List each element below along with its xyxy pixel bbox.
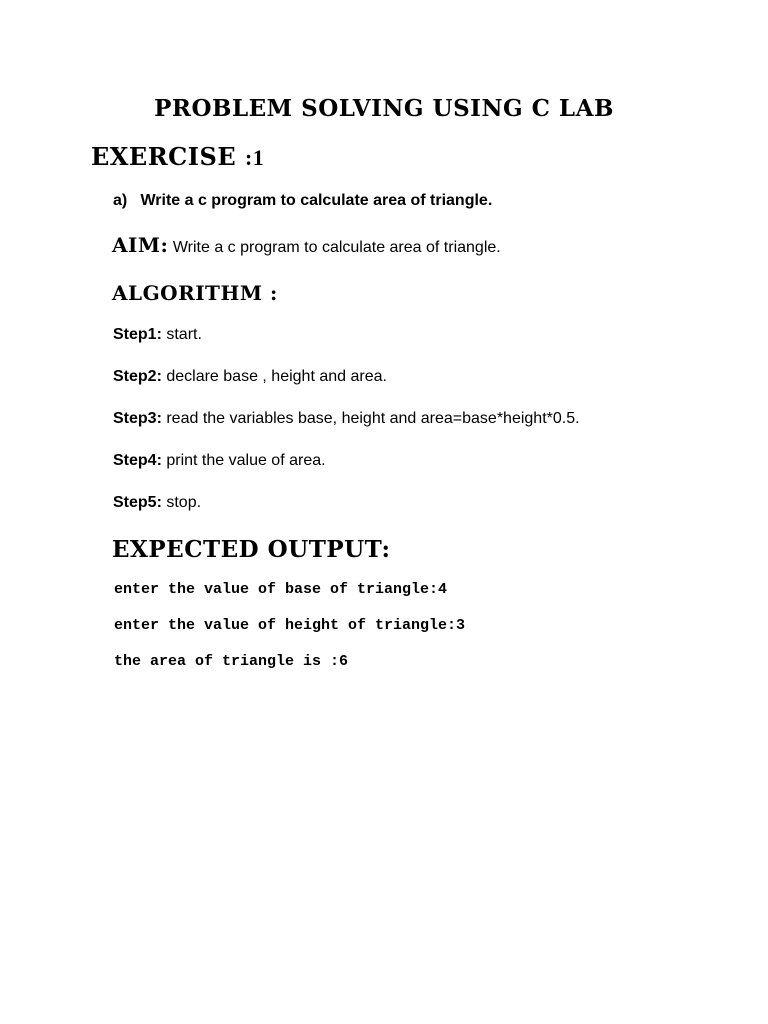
aim-section [112, 232, 501, 261]
step-label: Step2: [113, 368, 162, 385]
exercise-label: EXERCISE [91, 142, 245, 171]
question-text: Write a c program to calculate area of triangle. [140, 192, 493, 209]
step-text: stop. [161, 494, 202, 511]
expected-output-heading: EXPECTED OUTPUT: [112, 536, 391, 563]
step-label: Step1: [113, 326, 162, 343]
question [113, 190, 492, 212]
aim-text: Write a c program to calculate area of triangle. [168, 239, 501, 256]
exercise-heading [91, 142, 264, 173]
step-item [113, 324, 580, 366]
step-text: start. [161, 326, 202, 343]
question-label: a) [113, 192, 128, 209]
algorithm-heading: ALGORITHM : [112, 281, 278, 305]
step-item [113, 450, 580, 492]
algorithm-steps [113, 324, 580, 534]
step-text: declare base , height and area. [161, 368, 387, 385]
output-line: the area of triangle is :6 [114, 653, 349, 670]
step-label: Step5: [113, 494, 162, 511]
expected-output-block [114, 580, 465, 688]
step-item [113, 366, 580, 408]
step-text: read the variables base, height and area=base*height*0.5. [161, 410, 580, 427]
step-item [113, 408, 580, 450]
aim-label: AIM: [112, 233, 169, 257]
step-label: Step3: [113, 410, 162, 427]
output-line: enter the value of height of triangle:3 [114, 617, 466, 634]
page-title: PROBLEM SOLVING USING C LAB [154, 95, 614, 122]
exercise-number: :1 [244, 145, 265, 170]
step-item [113, 492, 580, 534]
step-label: Step4: [113, 452, 162, 469]
output-line: enter the value of base of triangle:4 [114, 581, 448, 598]
step-text: print the value of area. [161, 452, 326, 469]
